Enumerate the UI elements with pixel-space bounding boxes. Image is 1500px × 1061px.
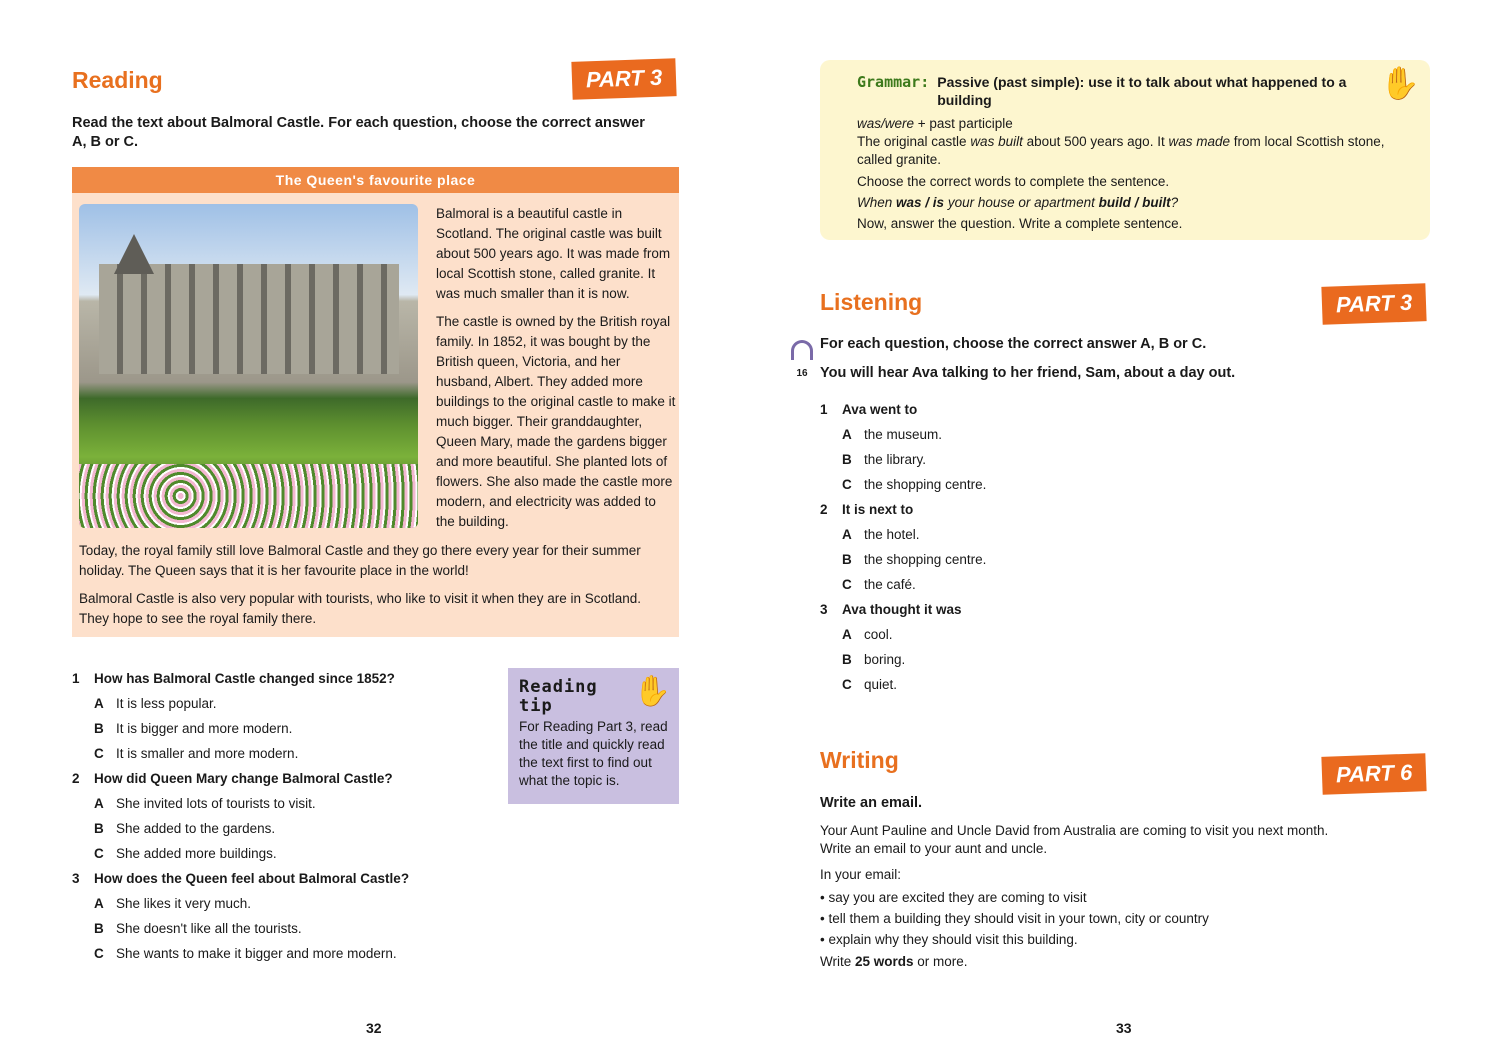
choice-build-built[interactable]: build / built: [1098, 195, 1171, 210]
question-number: 1: [72, 671, 80, 686]
option-text: She wants to make it bigger and more modern.: [116, 946, 397, 961]
question-stem: [820, 602, 1320, 617]
option-letter: A: [94, 796, 104, 811]
tip-title-line1: Reading: [519, 677, 598, 697]
option-text: She doesn't like all the tourists.: [116, 921, 302, 936]
reading-questions: [72, 671, 492, 971]
answer-option[interactable]: [94, 846, 492, 861]
question-stem: [72, 871, 492, 886]
answer-option[interactable]: [94, 746, 492, 761]
option-text: the shopping centre.: [864, 552, 987, 567]
reading-heading: Reading: [72, 67, 163, 93]
question: [72, 771, 492, 861]
grammar-label: Grammar:: [857, 73, 930, 91]
option-text: She added more buildings.: [116, 846, 277, 861]
option-letter: B: [842, 652, 852, 667]
wc-text: Write: [820, 954, 856, 969]
option-letter: B: [94, 921, 104, 936]
answer-option[interactable]: [94, 821, 492, 836]
answer-option[interactable]: [842, 452, 1320, 467]
writing-bullet: • explain why they should visit this building.: [820, 932, 1078, 947]
ex-text: The original castle: [857, 134, 971, 149]
writing-in-email: In your email:: [820, 867, 902, 882]
article-paragraph: The castle is owned by the British royal family. In 1852, it was bought by the British queen, Victoria, and her husband, Albert. They added more buildings to the original castle to make it much bigger. Their granddaughter, Queen Mary, made the gardens bigger and more beautiful. She planted lots of flowers. She also made the castle more modern, and electricity was added to the building.: [436, 314, 676, 529]
grammar-choose: Choose the correct words to complete the sentence.: [857, 174, 1170, 189]
hand-icon: ✋: [1380, 65, 1420, 101]
option-letter: C: [842, 677, 852, 692]
answer-option[interactable]: [94, 721, 492, 736]
audio-track[interactable]: [789, 340, 815, 379]
article-title: The Queen's favourite place: [72, 167, 679, 193]
option-letter: C: [94, 746, 104, 761]
grammar-title: Passive (past simple): use it to talk about what happened to a building: [937, 74, 1347, 108]
option-text: the shopping centre.: [864, 477, 987, 492]
writing-bullet: • tell them a building they should visit in your town, city or country: [820, 911, 1209, 926]
question: [820, 502, 1320, 592]
question-text: How has Balmoral Castle changed since 1852?: [94, 671, 395, 686]
article-paragraph: Today, the royal family still love Balmoral Castle and they go there every year for their summer holiday. The Queen says that it is her favourite place in the world!: [79, 543, 641, 578]
answer-option[interactable]: [94, 796, 492, 811]
answer-option[interactable]: [94, 896, 492, 911]
question-number: 3: [72, 871, 80, 886]
option-text: the hotel.: [864, 527, 920, 542]
option-letter: A: [842, 627, 852, 642]
ex-text: about 500 years ago. It: [1022, 134, 1169, 149]
option-letter: C: [842, 577, 852, 592]
writing-intro: Write an email to your aunt and uncle.: [820, 841, 1048, 856]
part-badge-reading: PART 3: [571, 58, 676, 100]
wc-bold: 25 words: [855, 954, 914, 969]
grammar-formula: [857, 115, 1397, 133]
option-text: She added to the gardens.: [116, 821, 276, 836]
page-number-left: 32: [366, 1020, 382, 1036]
option-letter: C: [94, 846, 104, 861]
track-number: 16: [796, 368, 808, 379]
writing-bullet: • say you are excited they are coming to visit: [820, 890, 1087, 905]
castle-photo: [79, 204, 418, 528]
reading-instruction: Read the text about Balmoral Castle. For each question, choose the correct answer A, B or C.: [72, 115, 645, 150]
question: [72, 671, 492, 761]
tip-text: For Reading Part 3, read the title and quickly read the text first to find out what the topic is.: [519, 719, 668, 788]
option-letter: B: [94, 821, 104, 836]
option-text: the museum.: [864, 427, 943, 442]
option-letter: A: [94, 696, 104, 711]
ex-text: from local Scottish stone, called granite.: [857, 134, 1385, 167]
answer-option[interactable]: [842, 552, 1320, 567]
answer-option[interactable]: [842, 677, 1320, 692]
answer-option[interactable]: [842, 577, 1320, 592]
question-stem: [72, 771, 492, 786]
answer-option[interactable]: [842, 652, 1320, 667]
ex-italic: was made: [1168, 134, 1230, 149]
article-paragraph: Balmoral is a beautiful castle in Scotland. The original castle was built about 500 years ago. It was made from local Scottish stone, called granite. It was much smaller than it is now.: [436, 206, 671, 301]
grammar-answer: Now, answer the question. Write a complete sentence.: [857, 216, 1183, 231]
question-stem: [820, 502, 1320, 517]
listening-questions: [820, 402, 1320, 702]
question-number: 1: [820, 402, 828, 417]
grammar-example: [857, 133, 1397, 169]
option-letter: A: [842, 527, 852, 542]
writing-intro: Your Aunt Pauline and Uncle David from Australia are coming to visit you next month.: [820, 823, 1329, 838]
option-letter: A: [94, 896, 104, 911]
headphones-icon: [791, 340, 813, 360]
question-number: 3: [820, 602, 828, 617]
s-text: ?: [1170, 195, 1179, 210]
article-box: [72, 167, 679, 637]
question-text: It is next to: [842, 502, 914, 517]
listening-heading: Listening: [820, 289, 923, 315]
grammar-sentence: [857, 192, 1397, 213]
option-text: It is smaller and more modern.: [116, 746, 299, 761]
question: [820, 402, 1320, 492]
option-text: boring.: [864, 652, 906, 667]
option-letter: A: [842, 427, 852, 442]
answer-option[interactable]: [94, 946, 492, 961]
option-letter: B: [94, 721, 104, 736]
question-text: How did Queen Mary change Balmoral Castle?: [94, 771, 393, 786]
option-text: It is less popular.: [116, 696, 217, 711]
reading-tip-box: [508, 668, 679, 804]
option-letter: B: [842, 452, 852, 467]
writing-word-count: [820, 953, 1420, 971]
option-text: cool.: [864, 627, 893, 642]
question-text: Ava thought it was: [842, 602, 962, 617]
option-text: quiet.: [864, 677, 898, 692]
question-number: 2: [820, 502, 828, 517]
question-stem: [72, 671, 492, 686]
question-stem: [820, 402, 1320, 417]
s-text: When: [857, 195, 897, 210]
formula-italic: was/were: [857, 116, 915, 131]
option-letter: C: [842, 477, 852, 492]
option-text: the café.: [864, 577, 916, 592]
question-text: Ava went to: [842, 402, 918, 417]
option-text: the library.: [864, 452, 927, 467]
listening-instruction-2: You will hear Ava talking to her friend, Sam, about a day out.: [820, 365, 1236, 381]
writing-heading: Writing: [820, 747, 899, 773]
s-text: your house or apartment: [944, 195, 1099, 210]
page-number-right: 33: [1116, 1020, 1132, 1036]
answer-option[interactable]: [842, 427, 1320, 442]
question-number: 2: [72, 771, 80, 786]
part-badge-listening: PART 3: [1321, 283, 1426, 325]
hand-icon: ✋: [633, 675, 671, 708]
article-paragraph: Balmoral Castle is also very popular with tourists, who like to visit it when they are in Scotland. They hope to see the royal family there.: [79, 591, 641, 626]
choice-was-is[interactable]: was / is: [896, 195, 945, 210]
part-badge-writing: PART 6: [1321, 753, 1426, 795]
option-letter: B: [842, 552, 852, 567]
option-text: She invited lots of tourists to visit.: [116, 796, 316, 811]
question: [72, 871, 492, 961]
listening-instruction-1: For each question, choose the correct answer A, B or C.: [820, 336, 1207, 352]
option-text: It is bigger and more modern.: [116, 721, 293, 736]
grammar-box: [820, 60, 1430, 240]
writing-body: [820, 822, 1420, 971]
question-text: How does the Queen feel about Balmoral Castle?: [94, 871, 410, 886]
formula-rest: + past participle: [914, 116, 1013, 131]
answer-option[interactable]: [94, 921, 492, 936]
answer-option[interactable]: [842, 627, 1320, 642]
writing-instruction: Write an email.: [820, 795, 923, 811]
answer-option[interactable]: [842, 527, 1320, 542]
answer-option[interactable]: [94, 696, 492, 711]
question: [820, 602, 1320, 692]
answer-option[interactable]: [842, 477, 1320, 492]
ex-italic: was built: [970, 134, 1023, 149]
option-letter: C: [94, 946, 104, 961]
option-text: She likes it very much.: [116, 896, 252, 911]
wc-text: or more.: [913, 954, 968, 969]
tip-title-line2: tip: [519, 696, 553, 716]
